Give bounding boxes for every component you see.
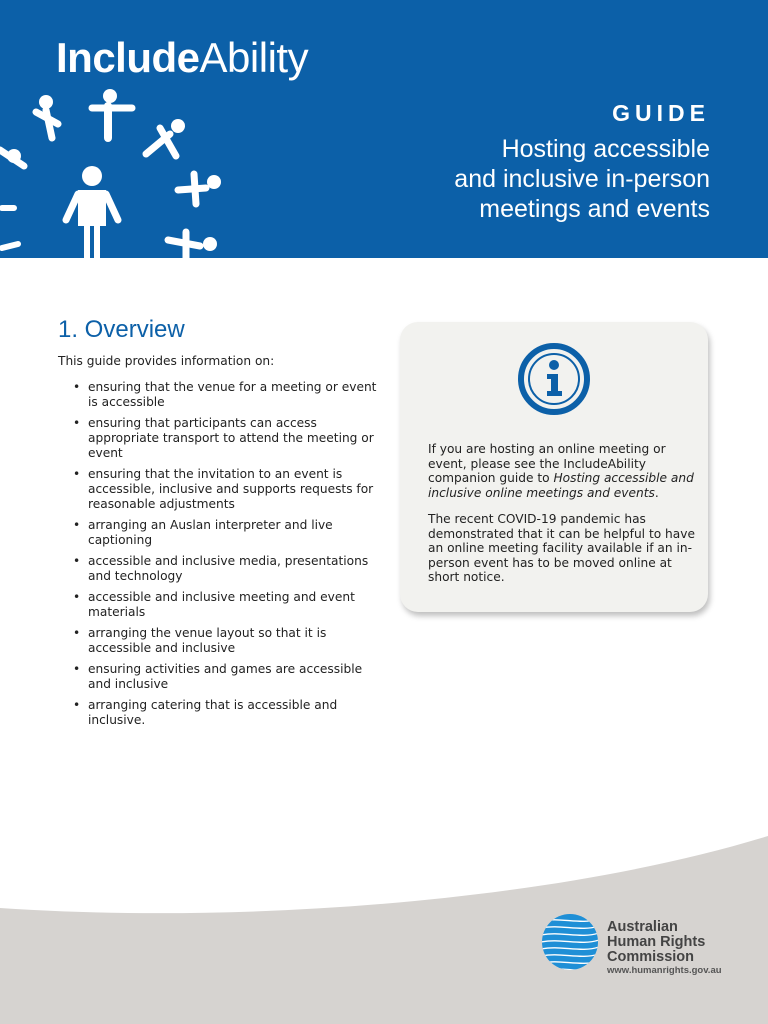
guide-title-line1: Hosting accessible [501,135,710,163]
org-line1: Australian [607,919,678,935]
guide-title-line3: meetings and events [479,195,710,223]
bullet-icon: • [73,416,81,430]
header-banner [0,0,768,258]
list-item-text: arranging catering that is accessible and inclusive. [88,698,338,727]
guide-title-line2: and inclusive in-person [454,165,710,193]
overview-intro: This guide provides information on: [58,354,275,368]
bullet-icon: • [73,518,81,532]
list-item-text: arranging the venue layout so that it is accessible and inclusive [88,626,327,655]
info-text-end: . [654,485,659,500]
list-item [58,467,378,512]
list-item-text: arranging an Auslan interpreter and live captioning [88,518,333,547]
list-item [58,518,378,548]
org-line3: Commission [607,949,695,965]
bullet-icon: • [73,590,81,604]
list-item-text: accessible and inclusive meeting and event materials [88,590,355,619]
guide-title [370,134,710,224]
bullet-icon: • [73,662,81,676]
bullet-icon: • [73,698,81,712]
list-item [58,590,378,620]
info-paragraph-online [428,442,698,500]
globe-logo-icon [541,913,599,971]
people-circle-icon [0,80,230,258]
list-item [58,416,378,461]
bullet-icon: • [73,626,81,640]
includeability-logo [56,34,308,82]
guide-label: GUIDE [612,100,710,126]
list-item-text: ensuring activities and games are accessible and inclusive [88,662,363,691]
brand-regular: Ability [199,34,309,81]
info-text: If you are hosting an online meeting or event, please see the IncludeAbility companion guide to [428,442,666,485]
list-item [58,662,378,692]
overview-bullet-list [58,380,378,734]
list-item-text: ensuring that the invitation to an event is accessible, inclusive and supports requests for reasonable adjustments [88,467,374,511]
bullet-icon: • [73,467,81,481]
org-line2: Human Rights [607,934,706,950]
list-item-text: accessible and inclusive media, presentations and technology [88,554,369,583]
list-item [58,554,378,584]
bullet-icon: • [73,554,81,568]
bullet-icon: • [73,380,81,394]
list-item [58,626,378,656]
commission-url: www.humanrights.gov.au [607,965,722,976]
overview-heading: 1. Overview [58,316,185,343]
info-icon [516,341,592,417]
list-item-text: ensuring that participants can access appropriate transport to attend the meeting or event [88,416,374,460]
info-callout-box [400,322,708,612]
list-item [58,698,378,728]
list-item [58,380,378,410]
list-item-text: ensuring that the venue for a meeting or event is accessible [88,380,377,409]
brand-bold: Include [56,34,200,81]
companion-guide-title: Hosting accessible and inclusive online meetings and events [428,471,694,500]
info-paragraph-covid: The recent COVID-19 pandemic has demonstrated that it can be helpful to have an online meeting facility available if an in-person event has to be moved online at short notice. [428,512,695,584]
commission-name [607,920,705,965]
